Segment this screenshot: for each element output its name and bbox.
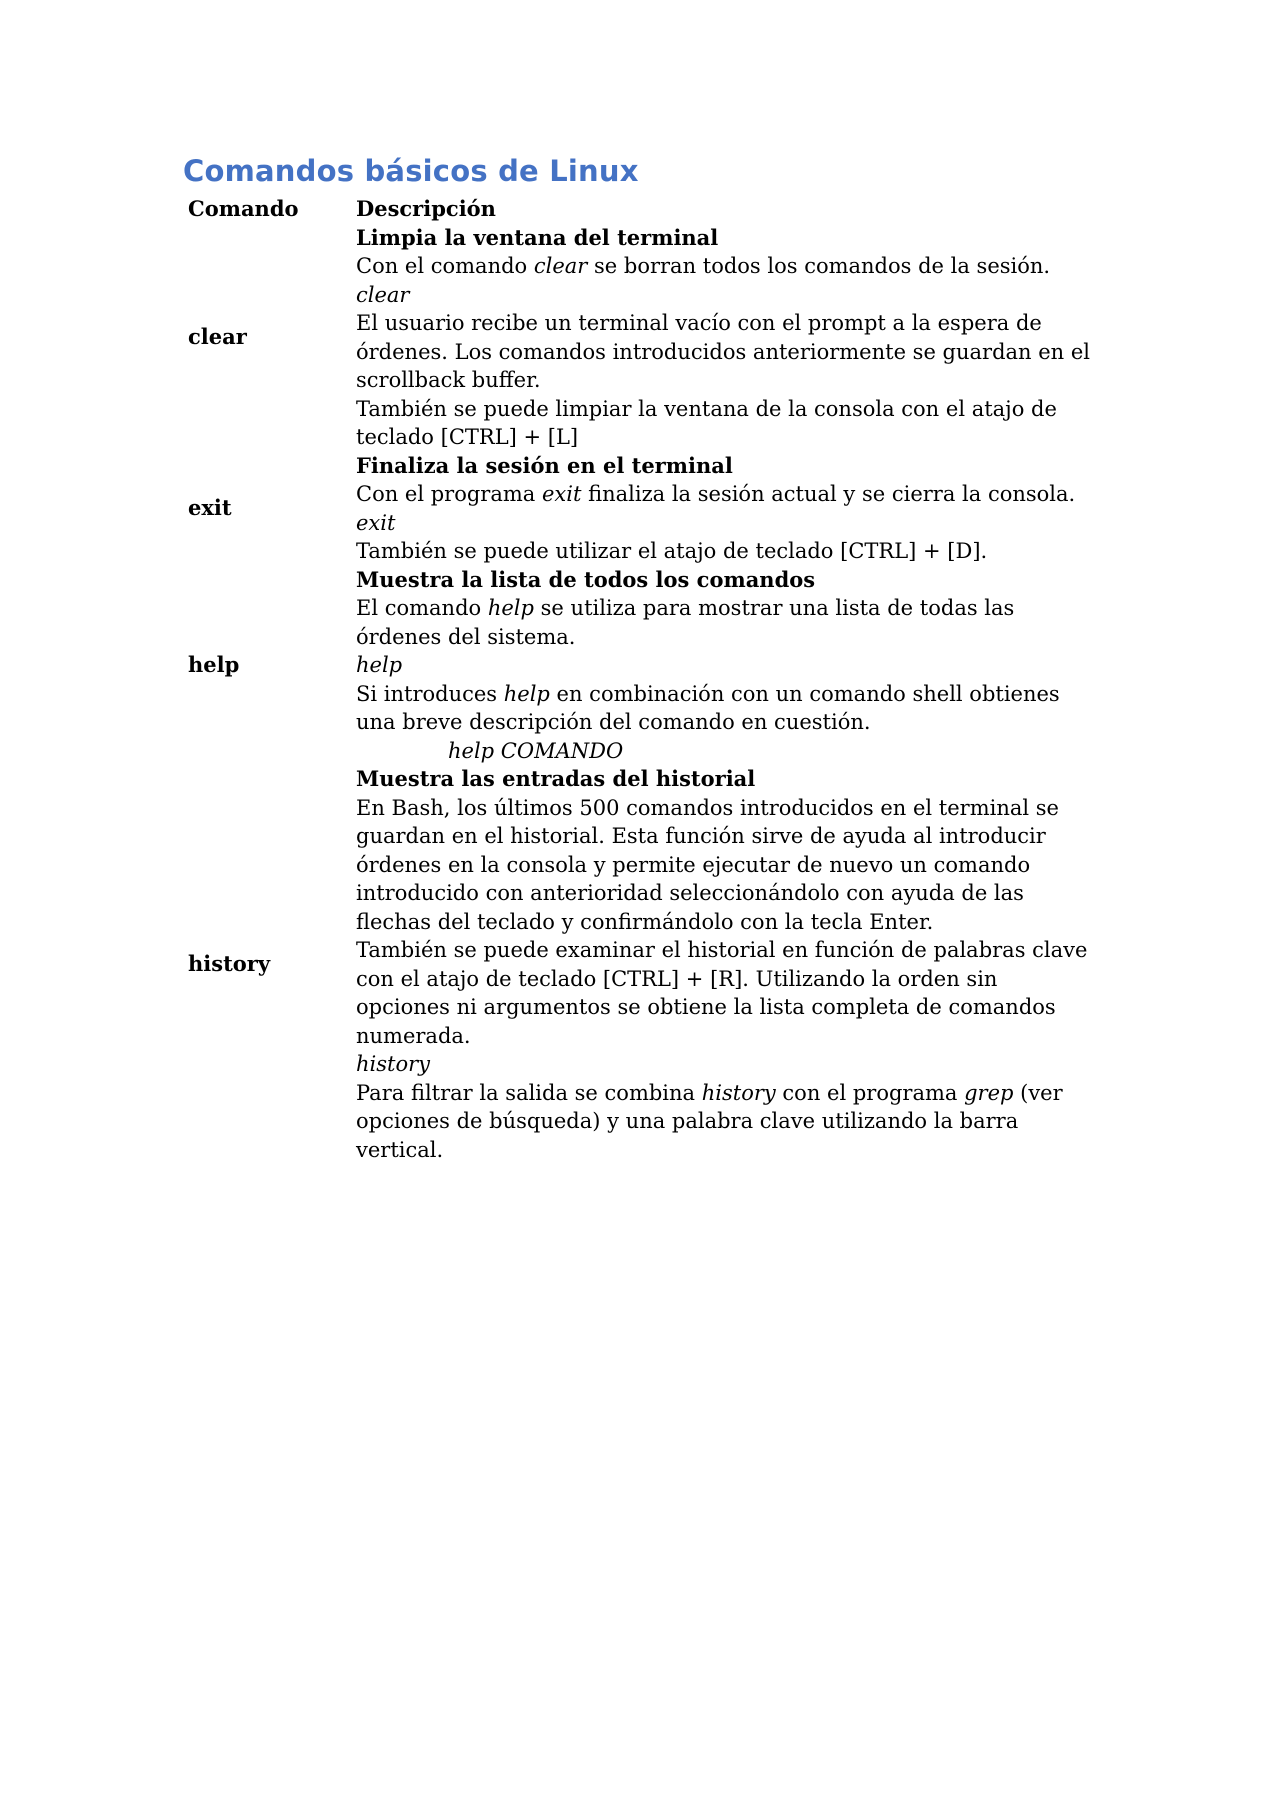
description-text: Para filtrar la salida se combina history con el programa grep (ver opciones de búsqueda) y una palabra clave utilizando la barra vertical. — [356, 1080, 1063, 1162]
example-command: exit — [356, 510, 396, 535]
command-name: exit — [188, 495, 232, 521]
example-command: help COMANDO — [448, 738, 624, 763]
command-description — [356, 765, 1093, 1164]
description-text: El usuario recibe un terminal vacío con el prompt a la espera de órdenes. Los comandos introducidos anteriormente se guardan en el scrollback buffer. — [356, 311, 1091, 392]
command-name: history — [188, 951, 271, 977]
example-command: clear — [356, 282, 410, 307]
description-heading: Finaliza la sesión en el terminal — [356, 452, 733, 478]
description-text: También se puede utilizar el atajo de teclado [CTRL] + [D]. — [356, 539, 988, 563]
description-text: También se puede examinar el historial en función de palabras clave con el atajo de teclado [CTRL] + [R]. Utilizando la orden sin opciones ni argumentos se obtiene la lista completa de comandos numerada. — [356, 938, 1088, 1048]
header-command: Comando — [188, 196, 299, 221]
command-description — [356, 452, 1093, 566]
table-row-history — [188, 765, 1093, 1164]
page-title: Comandos básicos de Linux — [183, 154, 639, 188]
commands-table — [188, 195, 1093, 1164]
command-name: help — [188, 652, 240, 677]
description-text: Si introduces help en combinación con un comando shell obtienes una breve descripción del comando en cuestión. — [356, 681, 1060, 734]
table-row-clear — [188, 224, 1093, 452]
command-description — [356, 224, 1093, 452]
description-heading: Muestra las entradas del historial — [356, 766, 756, 791]
command-name: clear — [188, 324, 247, 350]
table-header-row — [188, 195, 1093, 224]
example-command: history — [356, 1052, 431, 1076]
description-text: Con el comando clear se borran todos los comandos de la sesión. — [356, 254, 1051, 278]
table-row-help — [188, 566, 1093, 766]
description-text: El comando help se utiliza para mostrar una lista de todas las órdenes del sistema. — [356, 596, 1015, 649]
description-text: También se puede limpiar la ventana de la consola con el atajo de teclado [CTRL] + [L] — [356, 396, 1057, 449]
table-row-exit — [188, 452, 1093, 566]
description-text: Con el programa exit finaliza la sesión actual y se cierra la consola. — [356, 482, 1076, 506]
description-heading: Limpia la ventana del terminal — [356, 224, 719, 250]
description-heading: Muestra la lista de todos los comandos — [356, 566, 816, 592]
description-text: En Bash, los últimos 500 comandos introducidos en el terminal se guardan en el historial. Esta función sirve de ayuda al introducir órdenes en la consola y permite ejecutar de nuevo un comando introducido con anterioridad seleccionándolo con ayuda de las flechas del teclado y confirmándolo con la tecla Enter. — [356, 795, 1059, 934]
example-command: help — [356, 653, 403, 677]
header-description: Descripción — [356, 196, 496, 221]
command-description — [356, 566, 1093, 766]
